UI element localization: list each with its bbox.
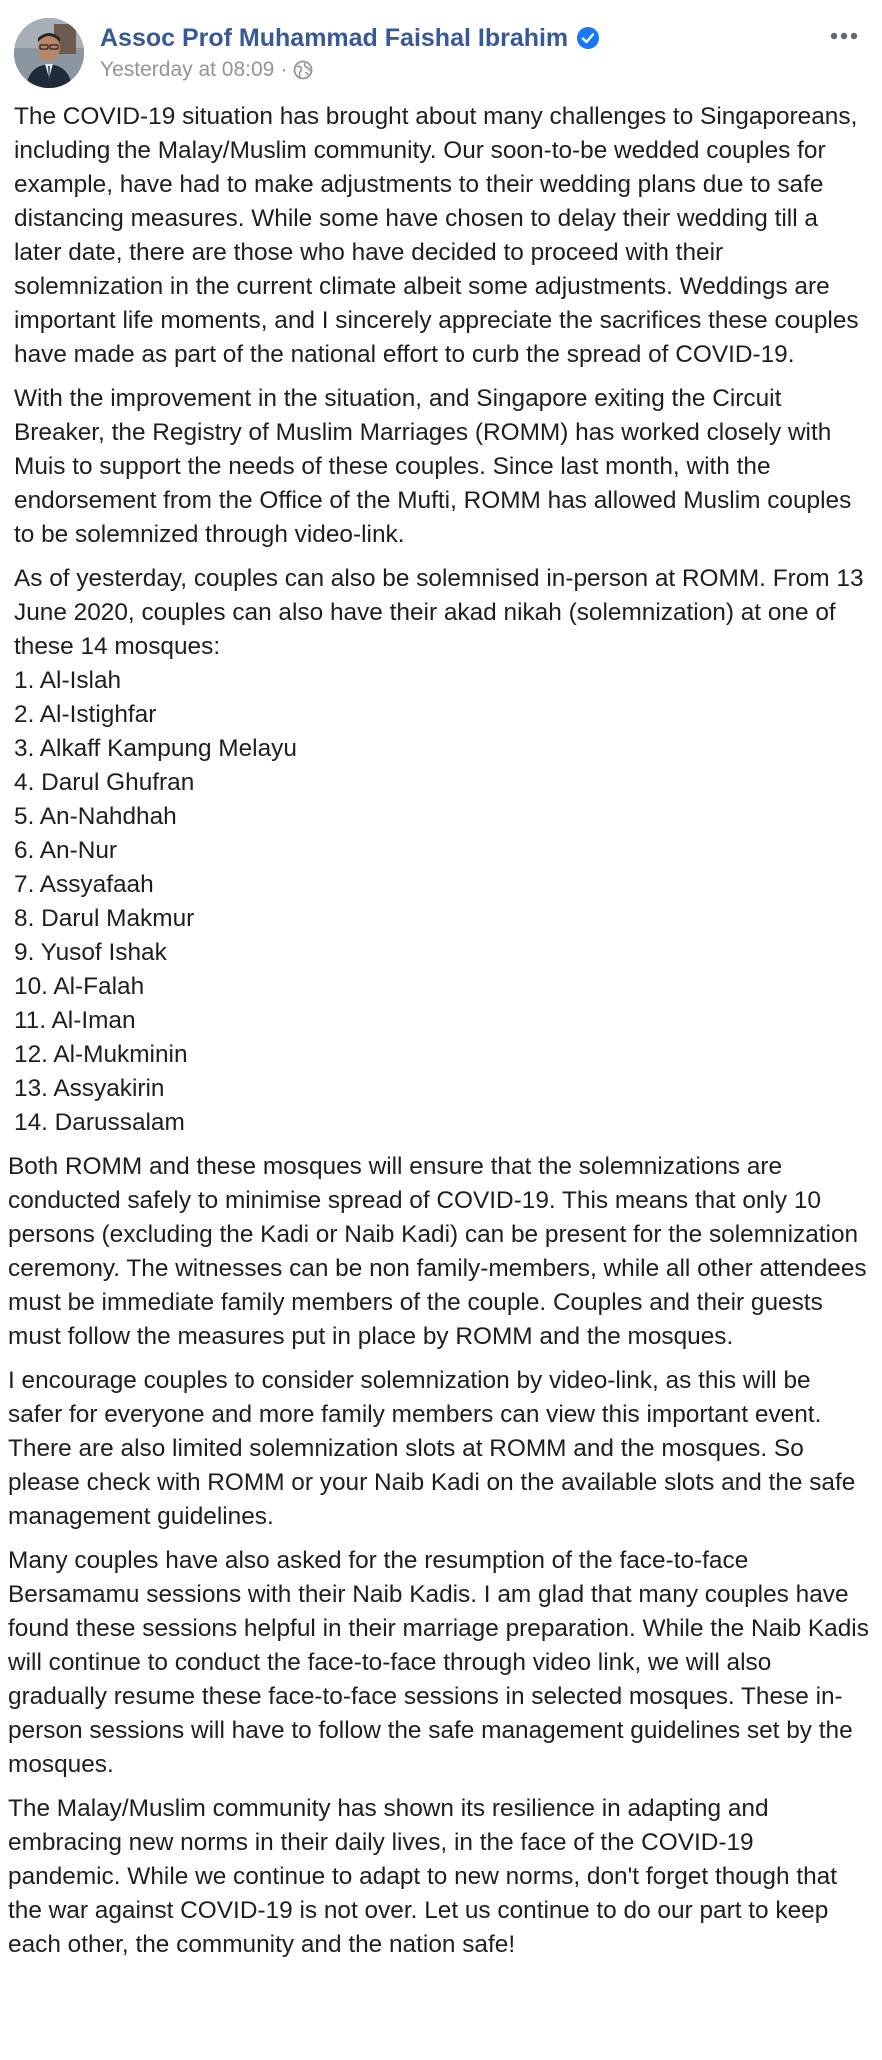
list-item: 3. Alkaff Kampung Melayu: [14, 735, 297, 762]
list-item: 4. Darul Ghufran: [14, 769, 195, 796]
post-body: [0, 100, 882, 1972]
meta-separator: ·: [280, 58, 288, 81]
profile-photo-icon: [14, 18, 84, 88]
list-item: 1. Al-Islah: [14, 667, 122, 694]
verified-badge-icon: [576, 26, 600, 50]
post-paragraph: Many couples have also asked for the resumption of the face-to-face Bersamamu sessions with their Naib Kadis. I am glad that many couples have found these sessions helpful in their marriage preparation. While the Naib Kadis will continue to conduct the face-to-face through video link, we will also gradually resume these face-to-face sessions in selected mosques. These in-person sessions will have to follow the safe management guidelines set by the mosques.: [8, 1547, 869, 1778]
list-item: 14. Darussalam: [14, 1109, 185, 1136]
post-paragraph: The Malay/Muslim community has shown its resilience in adapting and embracing new norms in their daily lives, in the face of the COVID-19 pandemic. While we continue to adapt to new norms, don't forget though that the war against COVID-19 is not over. Let us continue to do our part to keep each other, the community and the nation safe!: [8, 1795, 838, 1958]
post-paragraph: With the improvement in the situation, and Singapore exiting the Circuit Breaker, the Registry of Muslim Marriages (ROMM) has worked closely with Muis to support the needs of these couples. Since last month, with the endorsement from the Office of the Mufti, ROMM has allowed Muslim couples to be solemnized through video-link.: [14, 385, 852, 548]
list-item: 6. An-Nur: [14, 837, 118, 864]
list-item: 2. Al-Istighfar: [14, 701, 157, 728]
author-line: [100, 21, 600, 55]
list-item: 11. Al-Iman: [14, 1007, 136, 1034]
globe-icon[interactable]: [293, 60, 313, 80]
post-paragraph: I encourage couples to consider solemnization by video-link, as this will be safer for everyone and more family members can view this important event. There are also limited solemnization slots at ROMM and the mosques. So please check with ROMM or your Naib Kadi on the available slots and the safe management guidelines.: [8, 1367, 856, 1530]
list-item: 12. Al-Mukminin: [14, 1041, 188, 1068]
post-paragraph: As of yesterday, couples can also be solemnised in-person at ROMM. From 13 June 2020, couples can also have their akad nikah (solemnization) at one of these 14 mosques:: [14, 565, 864, 660]
list-item: 10. Al-Falah: [14, 973, 145, 1000]
post-meta: [100, 58, 313, 82]
author-name-link[interactable]: Assoc Prof Muhammad Faishal Ibrahim: [100, 23, 569, 52]
list-item: 5. An-Nahdhah: [14, 803, 177, 830]
mosque-list: [0, 664, 882, 1140]
more-options-button[interactable]: [824, 28, 864, 52]
list-item: 7. Assyafaah: [14, 871, 154, 898]
list-item: 9. Yusof Ishak: [14, 939, 167, 966]
post-header: [14, 18, 868, 92]
timestamp-link[interactable]: Yesterday at 08:09: [100, 58, 275, 81]
avatar[interactable]: [14, 18, 84, 88]
post-paragraph: The COVID-19 situation has brought about many challenges to Singaporeans, including the Malay/Muslim community. Our soon-to-be wedded couples for example, have had to make adjustments to their wedding plans due to safe distancing measures. While some have chosen to delay their wedding till a later date, there are those who have decided to proceed with their solemnization in the current climate albeit some adjustments. Weddings are important life moments, and I sincerely appreciate the sacrifices these couples have made as part of the national effort to curb the spread of COVID-19.: [14, 103, 859, 368]
list-item: 8. Darul Makmur: [14, 905, 195, 932]
list-item: 13. Assyakirin: [14, 1075, 165, 1102]
post-paragraph: Both ROMM and these mosques will ensure that the solemnizations are conducted safely to minimise spread of COVID-19. This means that only 10 persons (excluding the Kadi or Naib Kadi) can be present for the solemnization ceremony. The witnesses can be non family-members, while all other attendees must be immediate family members of the couple. Couples and their guests must follow the measures put in place by ROMM and the mosques.: [8, 1153, 867, 1350]
mosque-section: [0, 562, 882, 1140]
more-options-icon: [824, 28, 864, 52]
